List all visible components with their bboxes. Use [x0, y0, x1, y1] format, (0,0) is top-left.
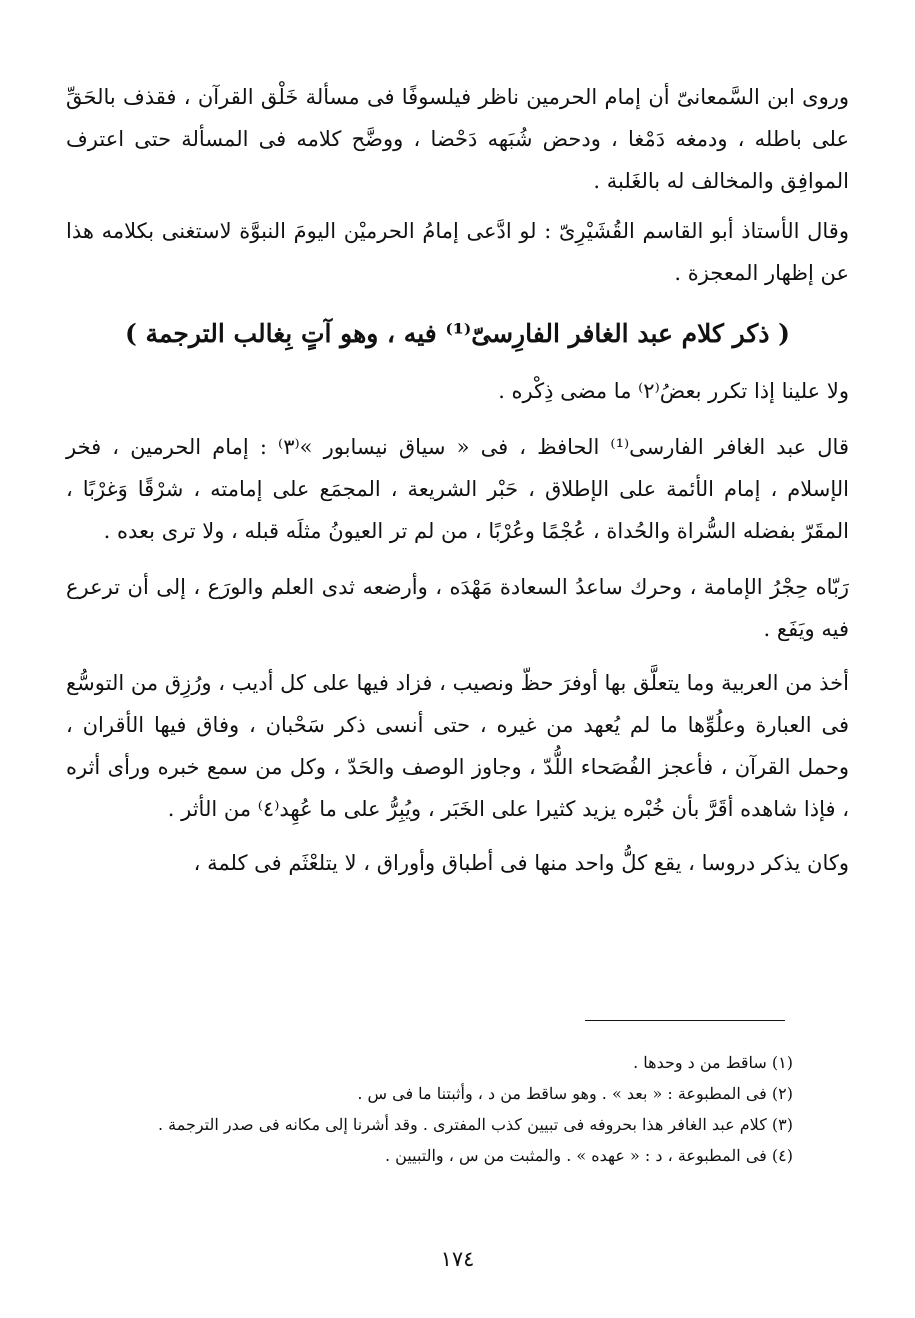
paragraph-4: قال عبد الغافر الفارسى⁽¹⁾ الحافظ ، فى « سياق نيسابور »⁽٣⁾ : إمام الحرمين ، فخر الإسلام ، إمام الأئمة على الإطلاق ، حَبْر الشريعة ، المجمَع على إمامته ، شرْقًا وَغرْبًا ، المقَرّ بفضله السُّراة والحُداة ، عُجْمًا وعُرْبًا ، من لم تر العيونُ مثلَه قبله ، ولا ترى بعده . — [66, 435, 849, 543]
footnotes — [66, 1047, 793, 1171]
footnote-4: (٤) فى المطبوعة ، د : « عهده » . والمثبت من س ، والتبيين . — [384, 1146, 793, 1165]
section-heading: ( ذكر كلام عبد الغافر الفارِسىّ⁽¹⁾ فيه ، وهو آتٍ بِغالب الترجمة ) — [125, 319, 790, 348]
footnote-1: (١) ساقط من د وحدها . — [633, 1053, 793, 1072]
paragraph-7: وكان يذكر دروسا ، يقع كلُّ واحد منها فى أطباق وأوراق ، لا يتلعْثَم فى كلمة ، — [193, 851, 849, 875]
paragraph-1: وروى ابن السَّمعانىّ أن إمام الحرمين ناظر فيلسوفًا فى مسألة خَلْق القرآن ، فقذف بالحَقِّ على باطله ، ودمغه دَمْغا ، ودحض شُبَهه دَحْضا ، ووضَّح كلامه فى المسألة حتى اعترف الموافِق والمخالف له بالغَلبة . — [66, 85, 849, 193]
footnote-3: (٣) كلام عبد الغافر هذا بحروفه فى تبيين كذب المفترى . وقد أشرنا إلى مكانه فى صدر الترجمة . — [157, 1115, 793, 1134]
footnote-separator — [585, 1020, 785, 1021]
paragraph-2: وقال الأستاذ أبو القاسم القُشَيْرِىّ : لو ادَّعى إمامُ الحرميْن اليومَ النبوَّة لاستغنى بكلامه هذا عن إظهار المعجزة . — [66, 219, 849, 285]
paragraph-5: رَبّاه حِجْرُ الإمامة ، وحرك ساعدُ السعادة مَهْدَه ، وأرضعه ثدى العلم والورَع ، إلى أن ترعرع فيه ويَفَع . — [66, 575, 849, 641]
paragraph-6: أخذ من العربية وما يتعلَّق بها أوفرَ حظّ ونصيب ، فزاد فيها على كل أديب ، ورُزِق من التوسُّع فى العبارة وعلُوِّها ما لم يُعهد من غيره ، حتى أنسى ذكر سَحْبان ، وفاق فيها الأقران ، وحمل القرآن ، فأعجز الفُصَحاء اللُّدّ ، وجاوز الوصف والحَدّ ، وكل من سمع خبره ورأى أثره ، فإذا شاهده أقَرَّ بأن خُبْره يزيد كثيرا على الخَبَر ، ويُبِرُّ على ما عُهِد⁽٤⁾ من الأثر . — [66, 671, 849, 821]
paragraph-3: ولا علينا إذا تكرر بعضُ⁽٢⁾ ما مضى ذِكْره . — [498, 379, 849, 403]
page-number: ١٧٤ — [440, 1247, 475, 1271]
footnote-2: (٢) فى المطبوعة : « بعد » . وهو ساقط من د ، وأثبتنا ما فى س . — [357, 1084, 793, 1103]
main-text — [66, 76, 849, 884]
